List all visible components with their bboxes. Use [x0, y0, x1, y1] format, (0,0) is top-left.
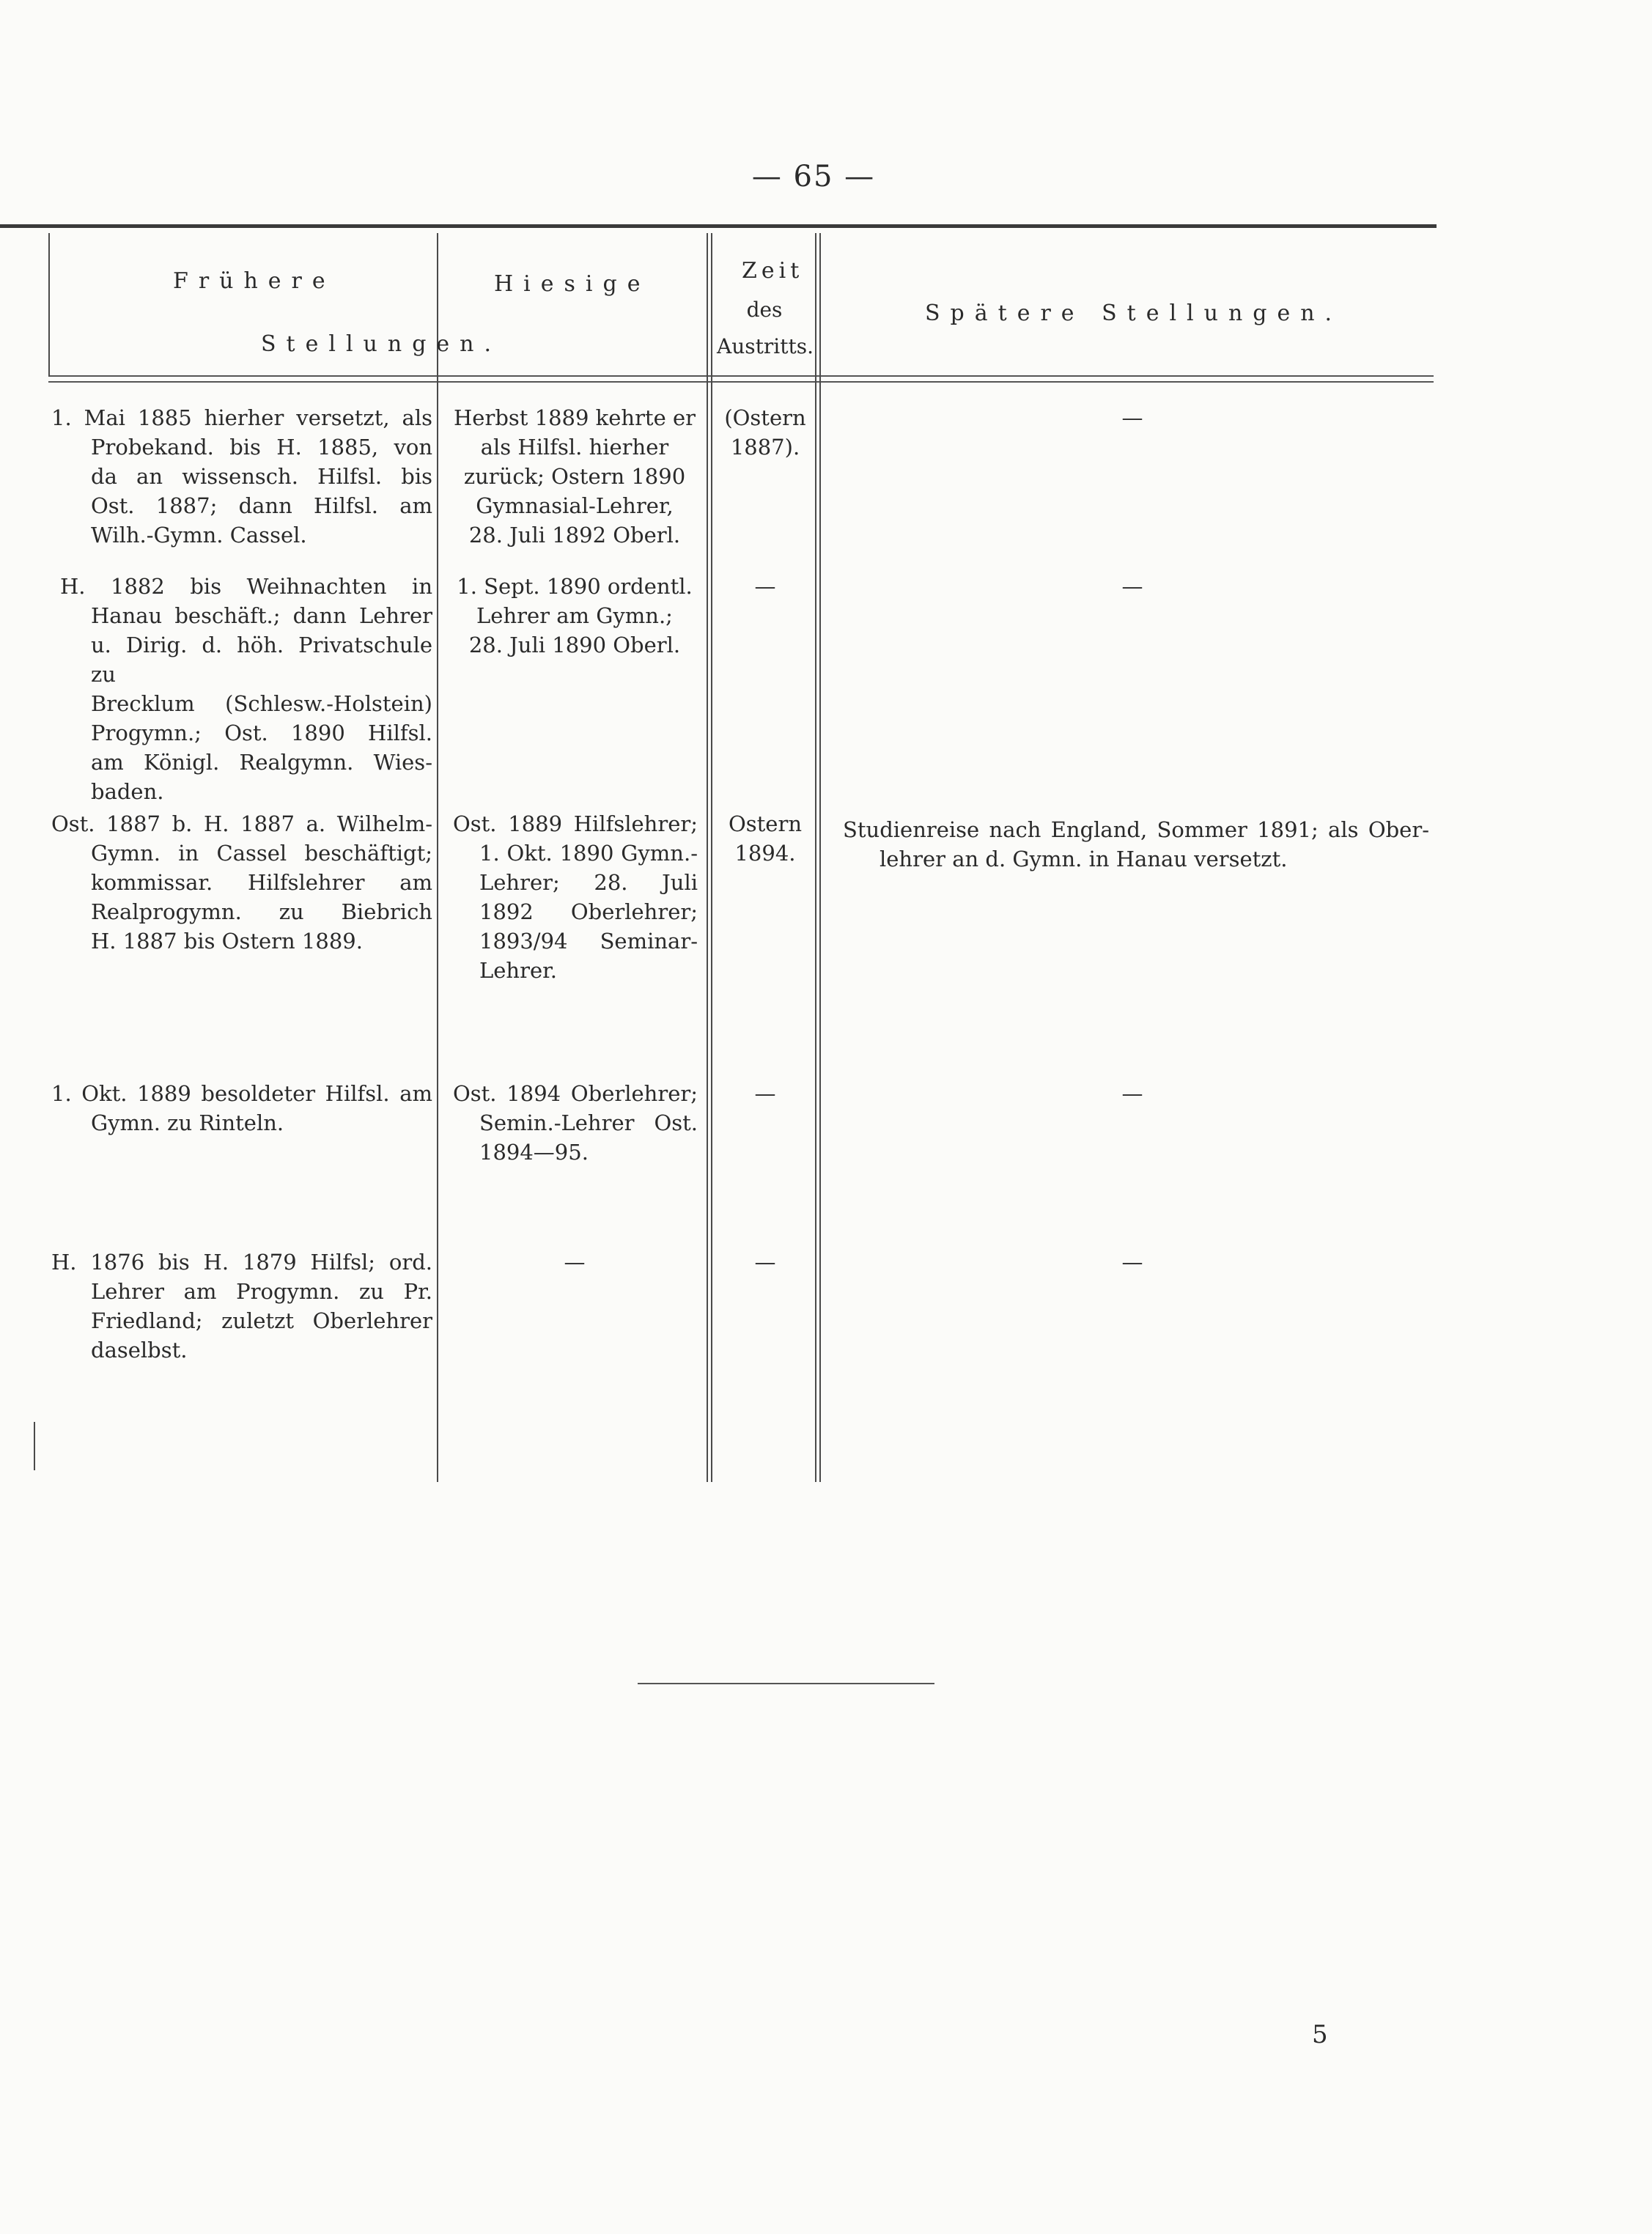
page-number: — 65 —	[751, 160, 876, 193]
text-line: Ost. 1894 Oberlehrer;	[453, 1081, 698, 1106]
text-line: —	[1121, 574, 1143, 599]
text-line: —	[1121, 405, 1143, 430]
text-line: Ost. 1887; dann Hilfsl. am	[91, 493, 432, 518]
text-line: 1894.	[734, 841, 796, 866]
text-line: Ost. 1889 Hilfslehrer;	[453, 811, 698, 836]
cell-spatere	[828, 403, 1437, 432]
text-line: —	[564, 1250, 586, 1275]
text-line: 1892 Oberlehrer;	[479, 899, 698, 924]
text-line: 1894—95.	[479, 1140, 589, 1165]
cell-austritt	[715, 572, 815, 601]
text-line: Ost. 1887 b. H. 1887 a. Wilhelm-	[51, 811, 432, 836]
cell-fruhere	[51, 1247, 432, 1365]
cell-hiesige	[450, 1247, 699, 1277]
header-stellungen: Stellungen.	[261, 331, 502, 357]
text-line: baden.	[91, 779, 164, 804]
cell-austritt	[715, 809, 815, 868]
col-divider-2b	[711, 233, 712, 1482]
text-line: Semin.-Lehrer Ost.	[479, 1110, 698, 1135]
cell-spatere	[828, 1247, 1437, 1277]
text-line: Probekand. bis H. 1885, von	[91, 435, 432, 460]
header-zeit: Zeit	[742, 258, 804, 284]
cell-hiesige	[453, 1079, 698, 1167]
header-spatere: Spätere Stellungen.	[925, 301, 1343, 326]
col-divider-1	[437, 233, 438, 1482]
text-line: H. 1887 bis Ostern 1889.	[91, 929, 363, 954]
text-line: kommissar. Hilfslehrer am	[91, 870, 432, 895]
header-des: des	[746, 298, 783, 322]
col-divider-2a	[707, 233, 708, 1482]
cell-hiesige	[450, 572, 699, 660]
cell-spatere	[828, 1079, 1437, 1108]
cell-hiesige	[450, 403, 699, 550]
col-divider-left-body	[34, 1422, 35, 1470]
text-line: Gymn. in Cassel beschäftigt;	[91, 841, 432, 866]
cell-fruhere	[51, 403, 432, 550]
cell-austritt	[715, 1079, 815, 1108]
cell-fruhere	[51, 572, 432, 806]
text-line: Progymn.; Ost. 1890 Hilfsl.	[91, 720, 432, 745]
text-line: Brecklum (Schlesw.-Holstein)	[91, 691, 432, 716]
text-line: Friedland; zuletzt Oberlehrer	[91, 1308, 432, 1333]
text-line: 1. Okt. 1890 Gymn.-	[479, 841, 698, 866]
text-line: 1887).	[730, 435, 800, 460]
text-line: als Hilfsl. hierher	[480, 435, 669, 460]
text-line: —	[754, 574, 776, 599]
text-line: Lehrer; 28. Juli	[479, 870, 698, 895]
text-line: 1. Okt. 1889 besoldeter Hilfsl. am	[51, 1081, 432, 1106]
text-line: Wilh.-Gymn. Cassel.	[91, 523, 307, 548]
text-line: 28. Juli 1892 Oberl.	[468, 523, 681, 548]
cell-fruhere	[51, 809, 432, 956]
text-line: 28. Juli 1890 Oberl.	[468, 633, 681, 657]
text-line: —	[1121, 1250, 1143, 1275]
text-line: Studienreise nach England, Sommer 1891; als Ober-	[843, 817, 1429, 842]
text-line: Ostern	[728, 811, 802, 836]
text-line: Lehrer am Gymn.;	[476, 603, 673, 628]
text-line: 1. Sept. 1890 ordentl.	[457, 574, 693, 599]
top-thick-rule	[0, 224, 1437, 228]
text-line: da an wissensch. Hilfsl. bis	[91, 464, 432, 489]
cell-fruhere	[51, 1079, 432, 1138]
header-fruhere: Frühere	[173, 268, 336, 294]
text-line: H. 1876 bis H. 1879 Hilfsl; ord.	[51, 1250, 432, 1275]
text-line: Gymn. zu Rinteln.	[91, 1110, 284, 1135]
col-divider-3b	[819, 233, 821, 1482]
text-line: lehrer an d. Gymn. in Hanau versetzt.	[880, 847, 1288, 871]
text-line: u. Dirig. d. höh. Privatschule zu	[91, 633, 432, 687]
text-line: —	[754, 1250, 776, 1275]
text-line: Lehrer.	[479, 958, 558, 983]
text-line: —	[1121, 1081, 1143, 1106]
bottom-rule	[638, 1683, 934, 1684]
header-austritts: Austritts.	[717, 334, 814, 358]
header-hiesige: Hiesige	[494, 271, 651, 297]
text-line: daselbst.	[91, 1338, 188, 1363]
text-line: Hanau beschäft.; dann Lehrer	[91, 603, 432, 628]
cell-spatere	[843, 815, 1429, 874]
folio-mark: 5	[1312, 2020, 1328, 2049]
col-divider-3a	[815, 233, 816, 1482]
text-line: —	[754, 1081, 776, 1106]
text-line: zurück; Ostern 1890	[463, 464, 686, 489]
text-line: (Ostern	[724, 405, 806, 430]
text-line: 1893/94 Seminar-	[479, 929, 698, 954]
text-line: Herbst 1889 kehrte er	[454, 405, 696, 430]
cell-hiesige	[453, 809, 698, 985]
cell-spatere	[828, 572, 1437, 601]
header-bottom-rule-2	[48, 381, 1434, 383]
text-line: Gymnasial-Lehrer,	[476, 493, 674, 518]
text-line: Lehrer am Progymn. zu Pr.	[91, 1279, 432, 1304]
text-line: Realprogymn. zu Biebrich	[91, 899, 432, 924]
text-line: am Königl. Realgymn. Wies-	[91, 750, 432, 775]
text-line: H. 1882 bis Weihnachten in	[60, 574, 432, 599]
cell-austritt	[715, 403, 815, 462]
col-divider-left	[48, 233, 50, 377]
cell-austritt	[715, 1247, 815, 1277]
text-line: 1. Mai 1885 hierher versetzt, als	[51, 405, 432, 430]
header-bottom-rule	[48, 375, 1434, 377]
